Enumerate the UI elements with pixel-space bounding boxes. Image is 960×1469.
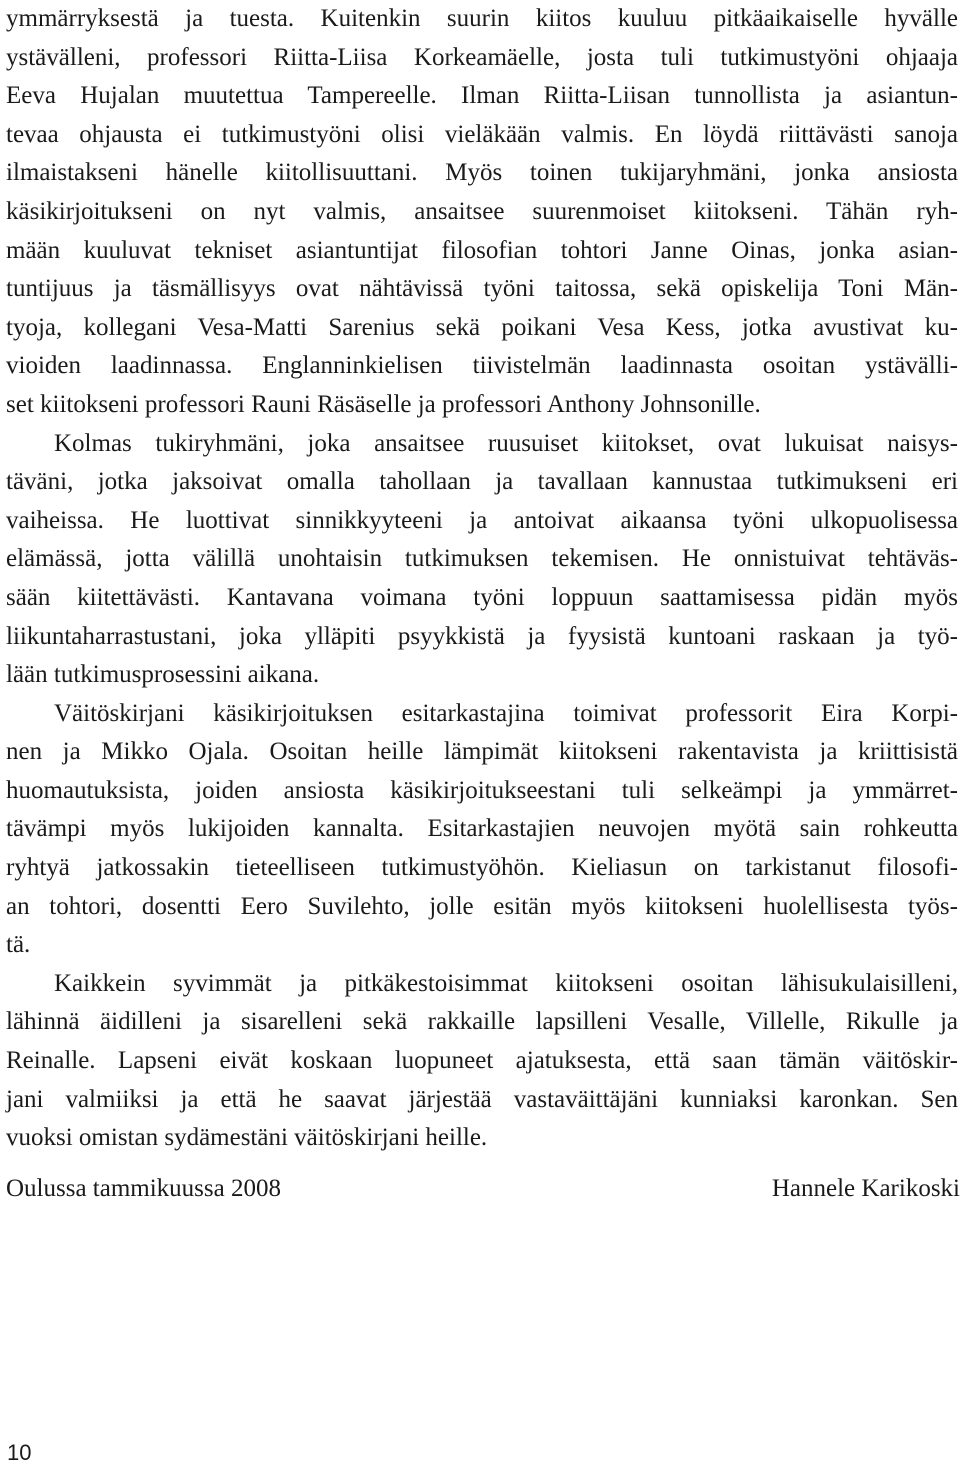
text-line: lään tutkimusprosessini aikana. xyxy=(6,661,320,689)
text-line: mään kuuluvat tekniset asiantuntijat filosofian tohtori Janne Oinas, jonka asian- xyxy=(6,236,958,264)
text-line: Väitöskirjani käsikirjoituksen esitarkastajina toimivat professorit Eira Korpi- xyxy=(54,699,958,727)
text-line: jani valmiiksi ja että he saavat järjestää vastaväittäjäni kunniaksi karonkan. Sen xyxy=(6,1085,958,1113)
text-line: huomautuksista, joiden ansiosta käsikirjoitukseestani tuli selkeämpi ja ymmärret- xyxy=(6,776,958,804)
text-line: täväni, jotka jaksoivat omalla tahollaan ja tavallaan kannustaa tutkimukseni eri xyxy=(6,468,958,496)
text-line: vaiheissa. He luottivat sinnikkyyteeni ja antoivat aikaansa työni ulkopuolisessa xyxy=(6,506,958,534)
text-line: lähinnä äidilleni ja sisarelleni sekä rakkaille lapsilleni Vesalle, Villelle, Rikulle ja xyxy=(6,1008,958,1036)
text-line: elämässä, jotta välillä unohtaisin tutkimuksen tekemisen. He onnistuivat tehtäväs- xyxy=(6,545,958,573)
text-line: tuntijuus ja täsmällisyys ovat nähtävissä työni taitossa, sekä opiskelija Toni Män- xyxy=(6,275,958,303)
text-line: nen ja Mikko Ojala. Osoitan heille lämpimät kiitokseni rakentavista ja kriittisistä xyxy=(6,738,958,766)
text-line: sään kiitettävästi. Kantavana voimana työni loppuun saattamisessa pidän myös xyxy=(6,583,958,611)
document-body xyxy=(6,0,958,1158)
author-name: Hannele Karikoski xyxy=(771,1175,960,1202)
text-line: set kiitokseni professori Rauni Räsäselle ja professori Anthony Johnsonille. xyxy=(6,390,761,418)
paragraph-4 xyxy=(6,965,958,1158)
text-line: an tohtori, dosentti Eero Suvilehto, jolle esitän myös kiitokseni huolellisesta työs- xyxy=(6,892,958,920)
text-line: tävämpi myös lukijoiden kannalta. Esitarkastajien neuvojen myötä sain rohkeutta xyxy=(6,815,958,843)
text-line: ilmaistakseni hänelle kiitollisuuttani. Myös toinen tukijaryhmäni, jonka ansiosta xyxy=(6,159,958,187)
place-and-date: Oulussa tammikuussa 2008 xyxy=(6,1175,281,1202)
text-line: liikuntaharrastustani, joka ylläpiti psyykkistä ja fyysistä kuntoani raskaan ja työ- xyxy=(6,622,958,650)
page-number: 10 xyxy=(7,1440,32,1465)
text-line: tevaa ohjausta ei tutkimustyöni olisi vieläkään valmis. En löydä riittävästi sanoja xyxy=(6,120,958,148)
text-line: tyoja, kollegani Vesa-Matti Sarenius sekä poikani Vesa Kess, jotka avustivat ku- xyxy=(6,313,958,341)
text-line: Eeva Hujalan muutettua Tampereelle. Ilman Riitta-Liisan tunnollista ja asiantun- xyxy=(6,82,958,110)
text-line: käsikirjoitukseni on nyt valmis, ansaitsee suurenmoiset kiitokseni. Tähän ryh- xyxy=(6,197,958,225)
text-line: Kaikkein syvimmät ja pitkäkestoisimmat kiitokseni osoitan lähisukulaisilleni, xyxy=(54,969,958,997)
text-line: ystävälleni, professori Riitta-Liisa Korkeamäelle, josta tuli tutkimustyöni ohjaaja xyxy=(6,43,958,71)
paragraph-1 xyxy=(6,0,958,425)
text-line: ryhtyä jatkossakin tieteelliseen tutkimustyöhön. Kieliasun on tarkistanut filosofi- xyxy=(6,854,958,882)
text-line: vuoksi omistan sydämestäni väitöskirjani heille. xyxy=(6,1124,488,1152)
text-line: Kolmas tukiryhmäni, joka ansaitsee ruusuiset kiitokset, ovat lukuisat naisys- xyxy=(54,429,958,457)
text-line: tä. xyxy=(6,931,31,959)
text-line: vioiden laadinnassa. Englanninkielisen tiivistelmän laadinnasta osoitan ystävälli- xyxy=(6,352,958,380)
text-line: Reinalle. Lapseni eivät koskaan luopuneet ajatuksesta, että saan tämän väitöskir- xyxy=(6,1047,958,1075)
paragraph-2 xyxy=(6,425,958,695)
signature-line xyxy=(6,1170,960,1208)
text-line: ymmärryksestä ja tuesta. Kuitenkin suurin kiitos kuuluu pitkäaikaiselle hyvälle xyxy=(6,5,958,32)
paragraph-3 xyxy=(6,695,958,965)
